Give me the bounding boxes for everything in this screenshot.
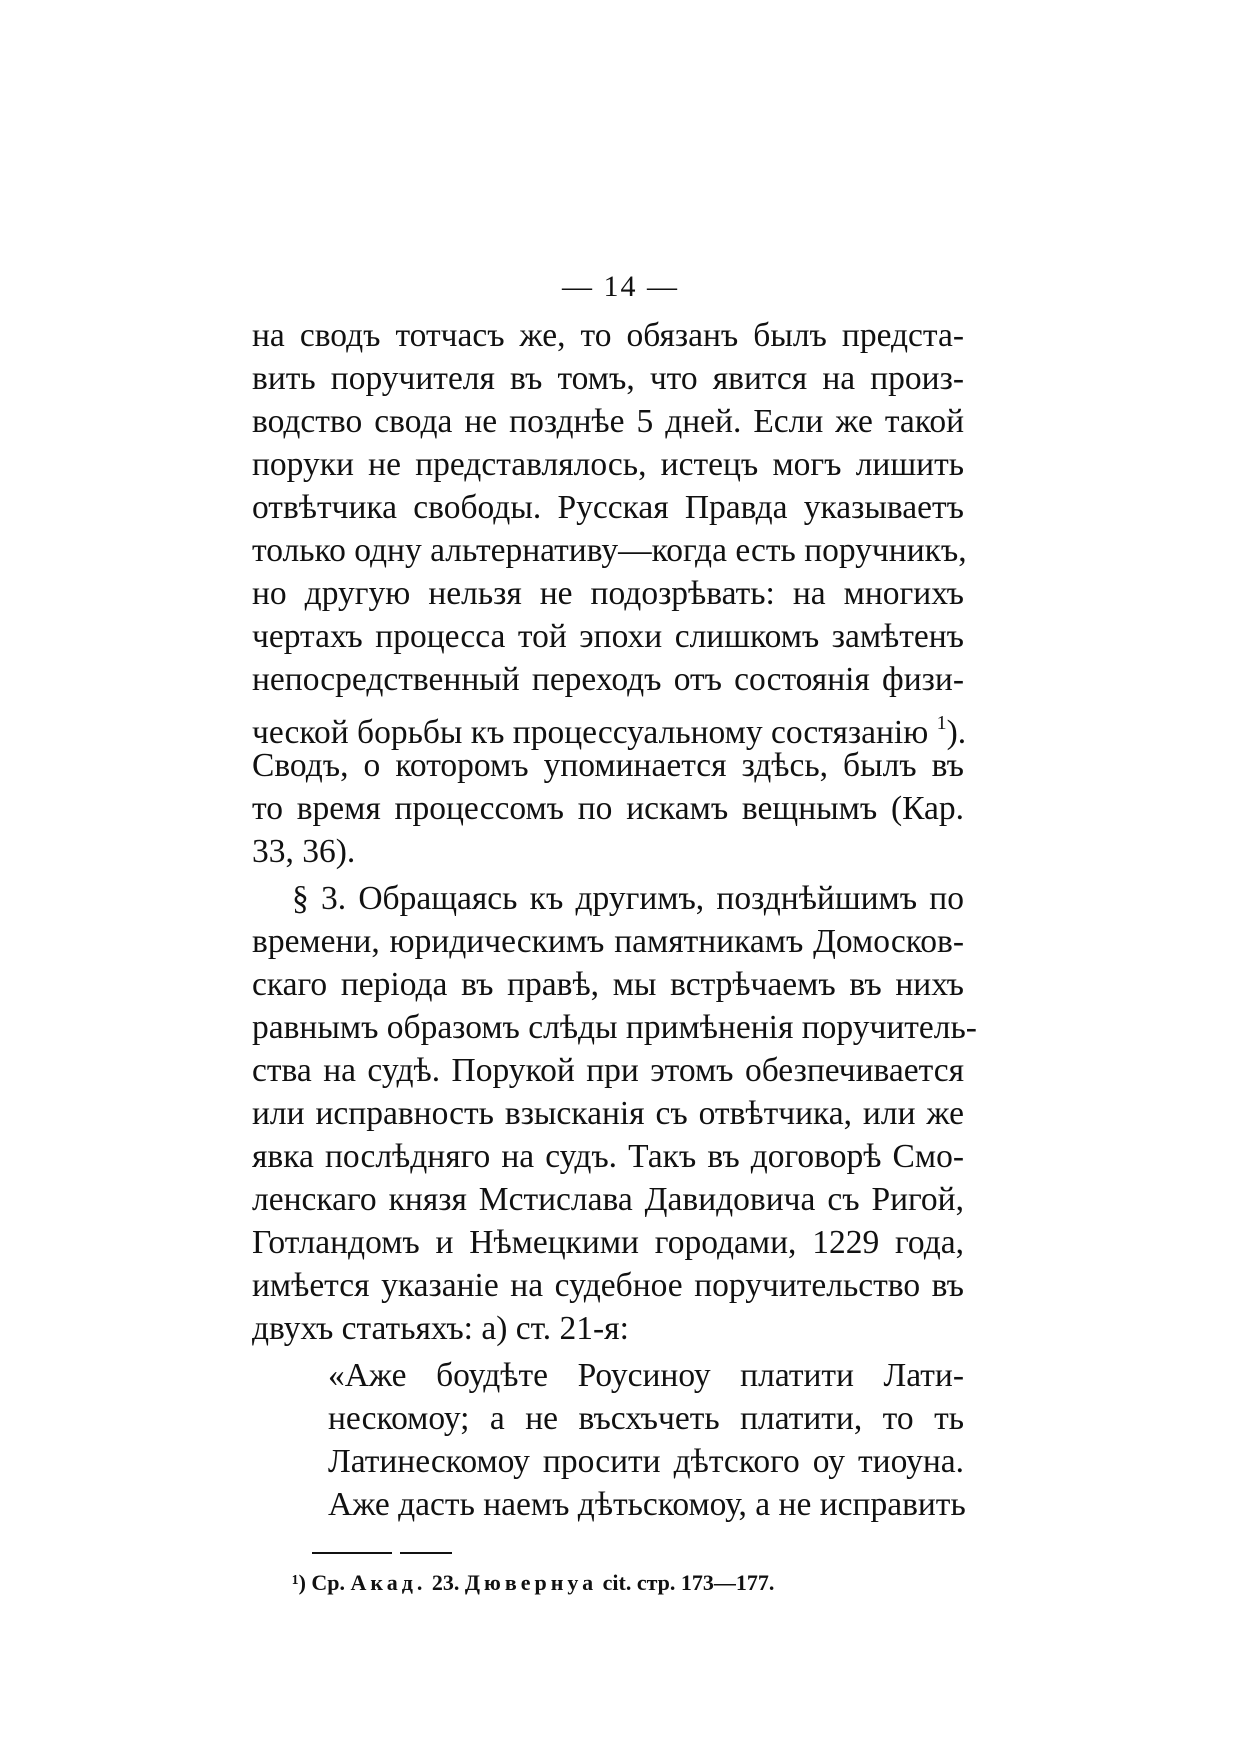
footnote-ref: 23. (431, 1570, 460, 1595)
quote-line: Латинескомоу просити дѣтского оу тиоуна. (328, 1443, 964, 1480)
text-line: на сводъ тотчасъ же, то обязанъ былъ предста- (252, 317, 964, 354)
footnote-akad: Акад. (350, 1570, 427, 1595)
text-line: 33, 36). (252, 833, 356, 870)
text-line: двухъ статьяхъ: а) ст. 21-я: (252, 1310, 629, 1347)
footnote-reference: 1 (936, 712, 947, 734)
footnote (292, 1568, 992, 1598)
text-line: ства на судѣ. Порукой при этомъ обезпечивается (252, 1052, 964, 1089)
text-line: или исправность взысканія съ отвѣтчика, или же (252, 1095, 964, 1132)
text-line: поруки не представлялось, истецъ могъ лишить (252, 446, 964, 483)
text-line: явка послѣдняго на судъ. Такъ въ договорѣ Смо- (252, 1138, 964, 1175)
text-line: отвѣтчика свободы. Русская Правда указываетъ (252, 489, 964, 526)
quote-line: «Аже боудѣте Роусиноу платити Лати- (328, 1357, 964, 1394)
text-line: то время процессомъ по искамъ вещнымъ (Кар. (252, 790, 964, 827)
footnote-marker: ¹) (292, 1570, 306, 1595)
text-line: скаго періода въ правѣ, мы встрѣчаемъ въ нихъ (252, 966, 964, 1003)
footnote-author: Дювернуа (464, 1570, 598, 1595)
quote-line: нескомоу; а не въсхъчеть платити, то ть (328, 1400, 964, 1437)
footnote-rest: cit. стр. 173—177. (602, 1570, 775, 1595)
text-line: но другую нельзя не подозрѣвать: на многихъ (252, 575, 964, 612)
footnote-prefix: Ср. (311, 1570, 346, 1595)
text-line: имѣется указаніе на судебное поручительство въ (252, 1267, 964, 1304)
text-line: водство свода не позднѣе 5 дней. Если же такой (252, 403, 964, 440)
footnote-reference-tail: ). (946, 714, 967, 751)
footnote-rule (400, 1552, 452, 1554)
quote-line: Аже дасть наемъ дѣтьскомоу, а не исправить (328, 1486, 966, 1523)
text-line-segment: ческой борьбы къ процессуальному состязанію (252, 714, 929, 751)
text-line: времени, юридическимъ памятникамъ Домосков- (252, 923, 964, 960)
footnote-rule (312, 1552, 392, 1554)
text-line: Сводъ, о которомъ упоминается здѣсь, былъ въ (252, 747, 964, 784)
page-number: — 14 — (562, 270, 679, 303)
text-line: вить поручителя въ томъ, что явится на произ- (252, 360, 964, 397)
text-line: Готландомъ и Нѣмецкими городами, 1229 года, (252, 1224, 964, 1261)
text-line: непосредственный переходъ отъ состоянія физи- (252, 661, 964, 698)
section-heading-line: § 3. Обращаясь къ другимъ, позднѣйшимъ по (292, 880, 964, 917)
text-line: чертахъ процесса той эпохи слишкомъ замѣтенъ (252, 618, 964, 655)
text-line: равнымъ образомъ слѣды примѣненія поручитель- (252, 1009, 977, 1046)
text-line: ленскаго князя Мстислава Давидовича съ Ригой, (252, 1181, 964, 1218)
text-line: только одну альтернативу—когда есть поручникъ, (252, 532, 967, 569)
